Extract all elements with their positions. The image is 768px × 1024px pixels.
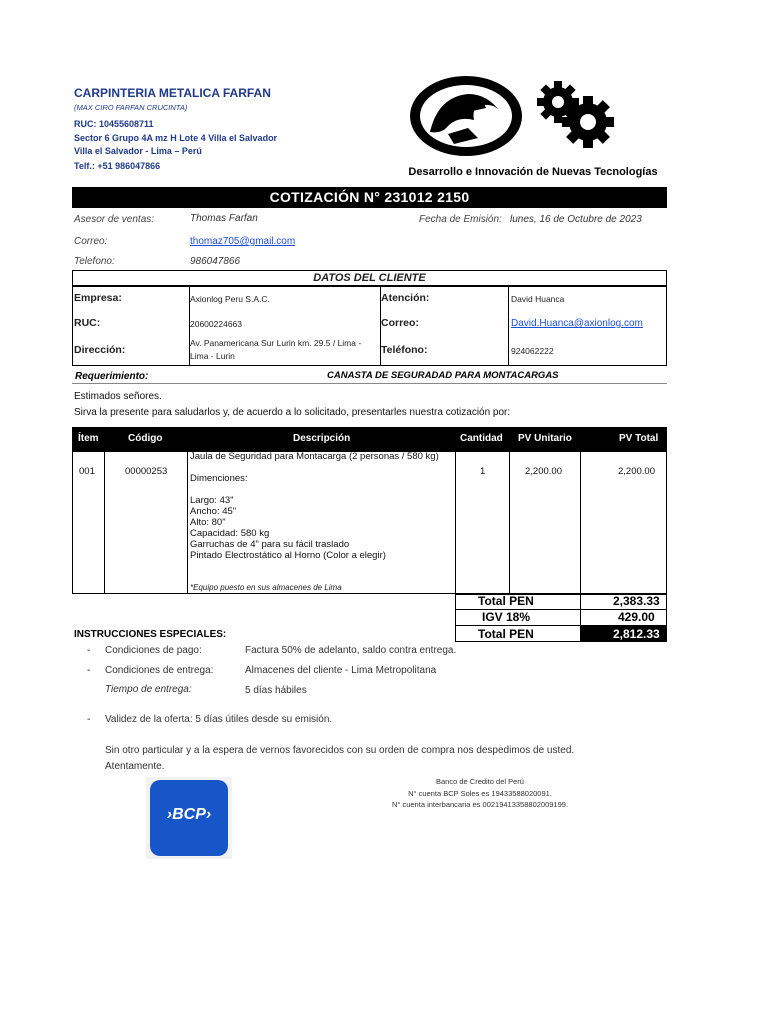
bcp-logo [150,780,228,856]
company-owner: (MAX CIRO FARFAN CRUCINTA) [74,103,188,112]
quote-email-label: Correo: [74,236,108,247]
greeting: Estimados señores. [74,391,162,402]
total-value: 2,812.33 [613,627,660,641]
desc-line: Pintado Electrostático al Horno (Color a elegir) [190,550,386,561]
client-email-link[interactable]: David.Huanca@axionlog.com [511,318,643,329]
closing-text: Sin otro particular y a la espera de vernos favorecidos con su orden de compra nos despedimos de usted. [105,745,575,756]
requirement-value: CANASTA DE SEGURADAD PARA MONTACARGAS [327,370,559,381]
payment-value: Factura 50% de adelanto, saldo contra entrega. [245,645,457,656]
row-code: 00000253 [125,466,168,477]
bank-account: N° cuenta BCP Soles es 19433588020091. [408,789,552,798]
bullet: - [87,645,91,656]
desc-line: Ancho: 45" [190,506,237,517]
client-address-line2: Lima - Lurin [190,351,235,361]
client-address-label: Dirección: [74,344,126,356]
client-divider [508,287,509,365]
row-unit-price: 2,200.00 [525,466,562,477]
desc-line [190,484,455,495]
payment-label: Condiciones de pago: [105,645,202,656]
table-divider [187,451,188,594]
client-ruc-label: RUC: [74,317,101,329]
igv-label: IGV 18% [482,610,531,624]
header-code: Código [128,433,163,444]
desc-line: Garruchas de 4" para su fácil traslado [190,539,350,550]
quote-email-link[interactable]: thomaz705@gmail.com [190,236,296,247]
intro-text: Sirva la presente para saludarlos y, de acuerdo a lo solicitado, presentarles nuestra cotización por: [74,407,511,418]
client-ruc-value: 20600224663 [190,319,243,329]
company-name: CARPINTERIA METALICA FARFAN [74,86,271,100]
desc-line: Largo: 43" [190,495,234,506]
company-address-1: Sector 6 Grupo 4A mz H Lote 4 Villa el Salvador [74,133,278,143]
client-company-label: Empresa: [74,292,122,304]
client-email-label: Correo: [381,317,419,329]
requirement-label: Requerimiento: [75,371,149,382]
bcp-logo-text: ›BCP› [166,806,212,823]
header-description: Descripción [293,433,351,444]
table-divider [104,451,105,594]
desc-line: Jaula de Seguridad para Montacarga (2 personas / 580 kg) [190,451,439,462]
client-attention-value: David Huanca [511,294,565,304]
delivery-value: Almacenes del cliente - Lima Metropolitana [245,665,437,676]
requirement-underline [72,383,667,384]
client-phone-value: 924062222 [511,346,554,356]
row-total: 2,200.00 [618,466,655,477]
advisor-label: Asesor de ventas: [74,214,155,225]
bank-interbank: N° cuenta interbancaria es 00219413358802009199. [391,800,569,809]
quote-phone-label: Telefono: [74,256,115,267]
quote-title: COTIZACIÓN N° 231012 2150 [72,187,667,208]
header-total: PV Total [619,433,659,444]
validity-text: Validez de la oferta: 5 días útiles desde su emisión. [105,714,333,725]
desc-line [190,462,455,473]
desc-line: Capacidad: 580 kg [190,528,270,539]
date-label: Fecha de Emisión: [419,214,502,225]
quote-phone-value: 986047866 [190,256,241,267]
desc-line: Dimenciones: [190,473,248,484]
client-header: DATOS DEL CLIENTE [72,270,667,286]
client-company-value: Axionlog Peru S.A.C. [190,294,270,304]
header-item: Ítem [78,433,99,444]
table-divider [455,451,456,594]
row-item: 001 [79,466,95,477]
delivery-time-value: 5 días hábiles [245,685,307,696]
header-unit-price: PV Unitario [518,433,572,444]
bullet: - [87,665,91,676]
date-value: lunes, 16 de Octubre de 2023 [510,214,642,225]
table-divider [509,451,510,594]
advisor-value: Thomas Farfan [190,213,258,224]
row-note: *Equipo puesto en sus almacenes de Lima [190,583,342,592]
table-divider [580,451,581,594]
desc-line: Alto: 80" [190,517,226,528]
igv-value: 429.00 [618,610,655,624]
total-label: Total PEN [478,627,534,641]
bullet: - [87,714,91,725]
client-phone-label: Teléfono: [381,344,428,356]
company-phone: Telf.: +51 986047866 [74,161,161,171]
company-tagline: Desarrollo e Innovación de Nuevas Tecnologías [408,166,658,178]
instructions-title: INSTRUCCIONES ESPECIALES: [74,629,227,640]
bank-name: Banco de Credito del Perú [436,777,524,786]
subtotal-label: Total PEN [478,594,534,608]
delivery-label: Condiciones de entrega: [105,665,214,676]
delivery-time-label: Tiempo de entrega: [105,684,192,695]
row-qty: 1 [480,466,486,477]
client-address-line1: Av. Panamericana Sur Lurin km. 29.5 / Lima - [190,338,362,348]
company-address-2: Villa el Salvador - Lima – Perú [74,146,202,156]
company-ruc: RUC: 10455608711 [74,119,154,129]
client-attention-label: Atención: [381,292,430,304]
regards-text: Atentamente. [105,761,165,772]
row-description [190,451,455,561]
header-quantity: Cantidad [460,433,503,444]
subtotal-value: 2,383.33 [613,594,660,608]
